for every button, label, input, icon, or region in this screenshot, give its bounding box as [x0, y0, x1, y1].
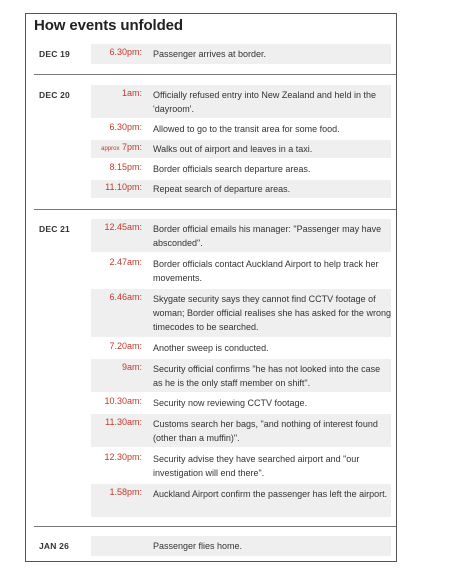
date-label: DEC 20: [39, 90, 70, 100]
section-divider: [34, 526, 396, 527]
event-text: Allowed to go to the transit area for some food.: [153, 124, 340, 134]
event-time: 12.30pm:: [104, 452, 142, 462]
event-time: 1am:: [121, 88, 142, 98]
date-label: JAN 26: [39, 541, 70, 551]
timeline-event: [91, 394, 391, 412]
event-text: Customs search her bags, "and nothing of interest found (other than a muffin)".: [153, 419, 378, 443]
timeline-event: [91, 359, 391, 392]
event-time: [101, 142, 142, 152]
event-text: Repeat search of departure areas.: [153, 184, 291, 194]
event-text: Border official emails his manager: "Passenger may have absconded".: [153, 224, 382, 248]
timeline-event: [91, 289, 391, 337]
timeline-event: [91, 120, 391, 138]
event-text: Walks out of airport and leaves in a taxi.: [153, 144, 313, 154]
timeline-event: [91, 85, 391, 118]
event-time: 11.10pm:: [105, 182, 142, 192]
event-time: 2.47am:: [109, 257, 142, 267]
timeline-card: [25, 13, 397, 562]
timeline-event: [91, 449, 391, 482]
event-time-value: 7pm:: [121, 142, 142, 152]
event-time: 11.30am:: [105, 417, 142, 427]
timeline-event: [91, 180, 391, 198]
event-text: Security advise they have searched airport and "our investigation will end there".: [153, 454, 360, 478]
event-time-prefix: approx: [101, 146, 120, 152]
event-text: Border officials search departure areas.: [153, 164, 311, 174]
timeline-event: [91, 536, 391, 556]
event-time: 10.30am:: [104, 396, 142, 406]
event-text: Skygate security says they cannot find CCTV footage of woman; Border official realises she has asked for the wrong timecodes to be searched.: [153, 294, 391, 332]
timeline-event: [91, 219, 391, 252]
timeline-event: [91, 160, 391, 178]
event-time: 1.58pm:: [109, 487, 142, 497]
timeline-event: [91, 254, 391, 287]
section-divider: [34, 209, 396, 210]
event-text: Security official confirms "he has not looked into the case as he is the only staff member on shift".: [153, 364, 381, 388]
event-time: 9am:: [121, 362, 142, 372]
event-text: Security now reviewing CCTV footage.: [153, 398, 308, 408]
timeline-event: [91, 414, 391, 447]
section-divider: [34, 74, 396, 75]
event-time: 6.30pm:: [109, 47, 142, 57]
event-text: Passenger flies home.: [153, 541, 243, 551]
event-time: 8.15pm:: [109, 162, 142, 172]
event-text: Another sweep is conducted.: [153, 343, 269, 353]
date-label: DEC 19: [39, 49, 70, 59]
timeline-title: How events unfolded: [34, 17, 183, 34]
timeline-event: [91, 484, 391, 517]
timeline-event: [91, 140, 391, 158]
timeline-event: [91, 339, 391, 357]
event-time: 7.20am:: [109, 341, 142, 351]
event-time: 6.46am:: [109, 292, 142, 302]
event-text: Officially refused entry into New Zealand and held in the 'dayroom'.: [153, 90, 376, 114]
event-text: Passenger arrives at border.: [153, 49, 267, 59]
event-text: Auckland Airport confirm the passenger has left the airport.: [153, 489, 388, 499]
event-time: 12.45am:: [104, 222, 142, 232]
date-label: DEC 21: [39, 224, 70, 234]
timeline-event: [91, 44, 391, 64]
event-text: Border officials contact Auckland Airport to help track her movements.: [153, 259, 379, 283]
event-time: 6.30pm:: [109, 122, 142, 132]
